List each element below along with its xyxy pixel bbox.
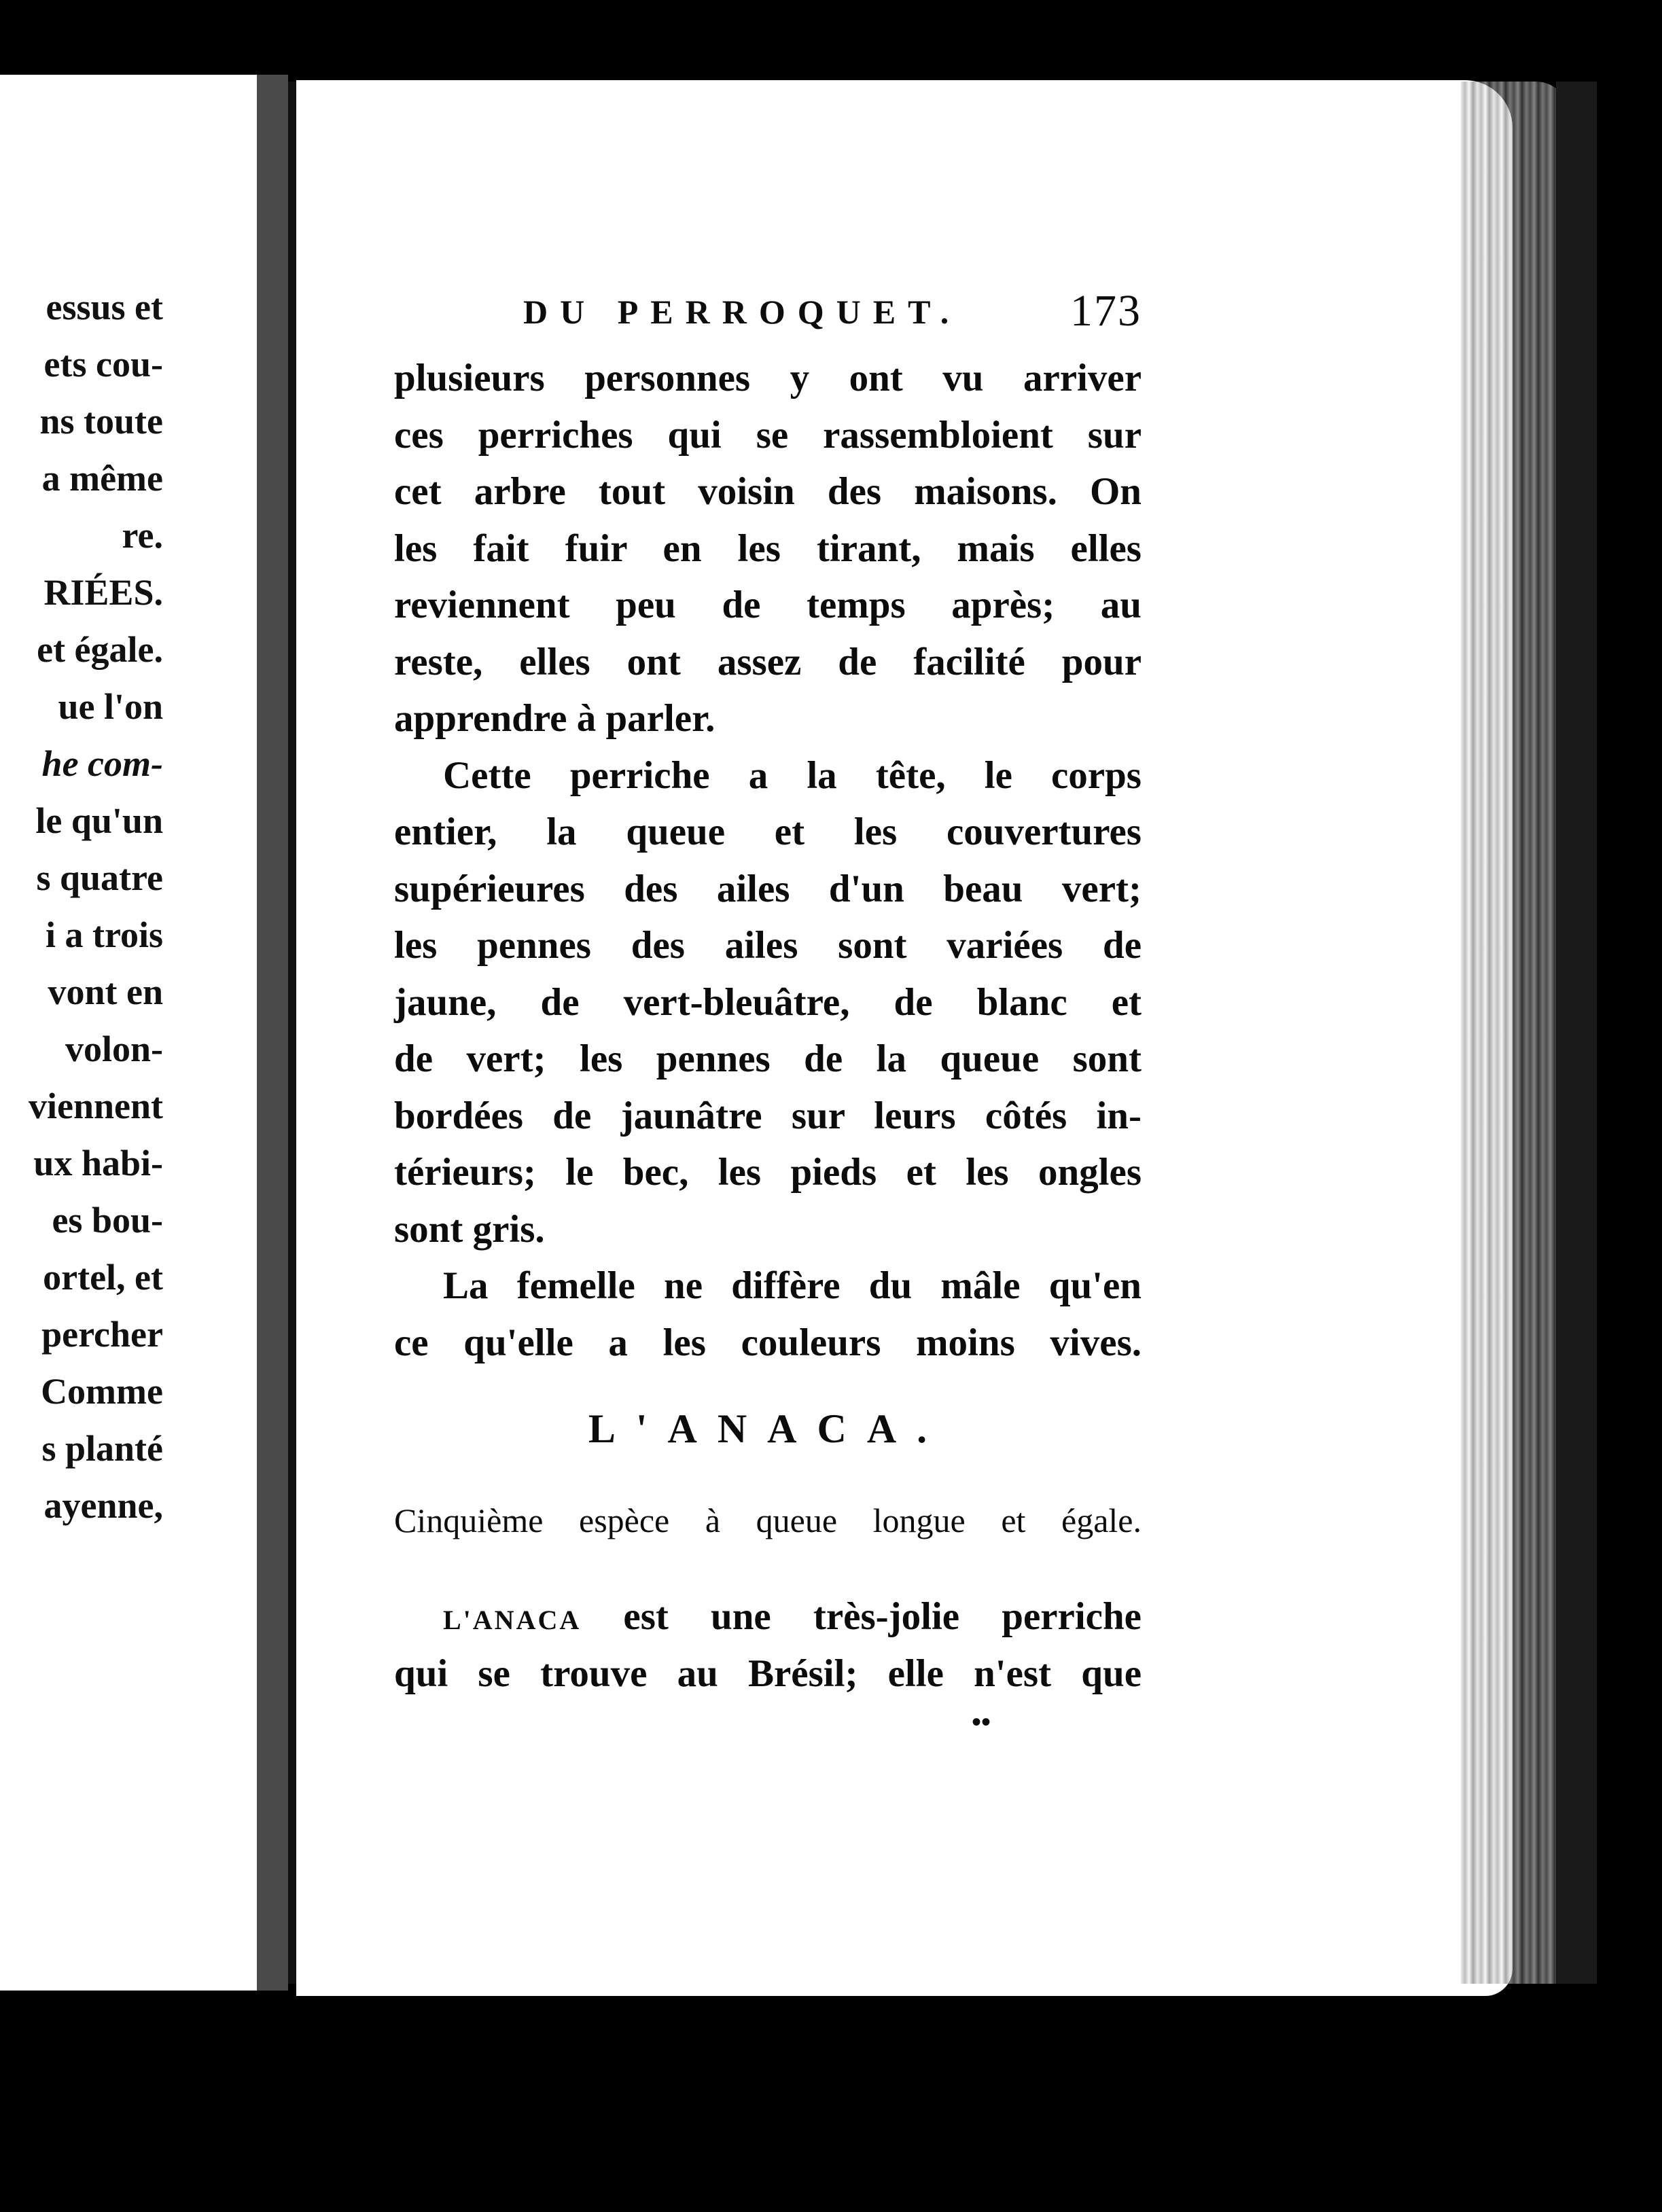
left-line: a même: [41, 458, 163, 499]
left-line: essus et: [46, 287, 163, 327]
text-line: reviennent peu de temps après; au: [394, 584, 1142, 626]
left-line: s planté: [41, 1428, 163, 1469]
left-line: he com-: [41, 743, 163, 784]
paragraph-3: [394, 1257, 1142, 1371]
left-line: ayenne,: [43, 1485, 163, 1526]
text-line: reste, elles ont assez de facilité pour: [394, 640, 1142, 683]
section-title: L'ANACA.: [588, 1406, 948, 1451]
left-line: RIÉES.: [43, 572, 163, 613]
text-line: plusieurs personnes y ont vu arriver: [394, 357, 1142, 399]
text-line: térieurs; le bec, les pieds et les ongles: [394, 1151, 1142, 1194]
text-line: bordées de jaunâtre sur leurs côtés in-: [394, 1094, 1142, 1137]
text-line: qui se trouve au Brésil; elle n'est que: [394, 1652, 1142, 1695]
left-line: i a trois: [46, 914, 163, 955]
text-line: jaune, de vert-bleuâtre, de blanc et: [394, 980, 1142, 1024]
text-line: cet arbre tout voisin des maisons. On: [394, 470, 1142, 513]
text-line: entier, la queue et les couvertures: [394, 810, 1142, 853]
left-line: Comme: [41, 1371, 163, 1412]
species-name-smallcaps: L'ANACA: [443, 1605, 582, 1635]
text-line: Cette perriche a la tête, le corps: [443, 753, 1142, 797]
page-number: 173: [1070, 286, 1142, 336]
left-line: ets cou-: [43, 344, 163, 385]
text-line: [394, 1588, 1142, 1645]
text-line: ces perriches qui se rassembloient sur: [394, 413, 1142, 457]
left-line: re.: [122, 515, 163, 556]
left-line: s quatre: [36, 857, 163, 898]
book-gutter-shadow: [288, 82, 296, 1984]
text-line: de vert; les pennes de la queue sont: [394, 1037, 1142, 1080]
paragraph-1: [394, 350, 1142, 747]
text-line: ce qu'elle a les couleurs moins vives.: [394, 1321, 1142, 1364]
left-line: le qu'un: [35, 800, 163, 841]
left-line: percher: [41, 1314, 163, 1355]
page-header: [394, 285, 1142, 350]
text-line: La femelle ne diffère du mâle qu'en: [443, 1264, 1142, 1307]
running-title: DU PERROQUET.: [523, 293, 961, 331]
paragraph-2: [394, 747, 1142, 1258]
left-line: vont en: [48, 971, 163, 1012]
page-edges: [1461, 82, 1570, 1984]
signature-mark: ••: [972, 1707, 991, 1737]
left-line: viennent: [28, 1086, 163, 1126]
left-line: et égale.: [37, 629, 163, 670]
left-page: [0, 75, 258, 1991]
left-page-text: [0, 279, 258, 1534]
book-gutter: [257, 75, 288, 1991]
text-line: les pennes des ailes sont variées de: [394, 924, 1142, 967]
left-line: ue l'on: [58, 686, 163, 727]
right-page-text: [394, 285, 1142, 1743]
left-line: volon-: [65, 1029, 163, 1069]
text-line: les fait fuir en les tirant, mais elles: [394, 527, 1142, 570]
text-line: apprendre à parler.: [394, 697, 715, 740]
left-line: ux habi-: [33, 1143, 163, 1183]
left-line: ortel, et: [43, 1257, 163, 1298]
text-line: sont gris.: [394, 1207, 545, 1251]
text-line: supérieures des ailes d'un beau vert;: [394, 867, 1142, 910]
left-line: es bou-: [52, 1200, 163, 1241]
book-cover-edge: [1556, 82, 1597, 1984]
left-line: ns toute: [39, 401, 163, 442]
text-run: est une très-jolie perriche: [581, 1595, 1142, 1638]
paragraph-4: [394, 1588, 1142, 1702]
section-subtitle: Cinquième espèce à queue longue et égale.: [394, 1501, 1142, 1539]
